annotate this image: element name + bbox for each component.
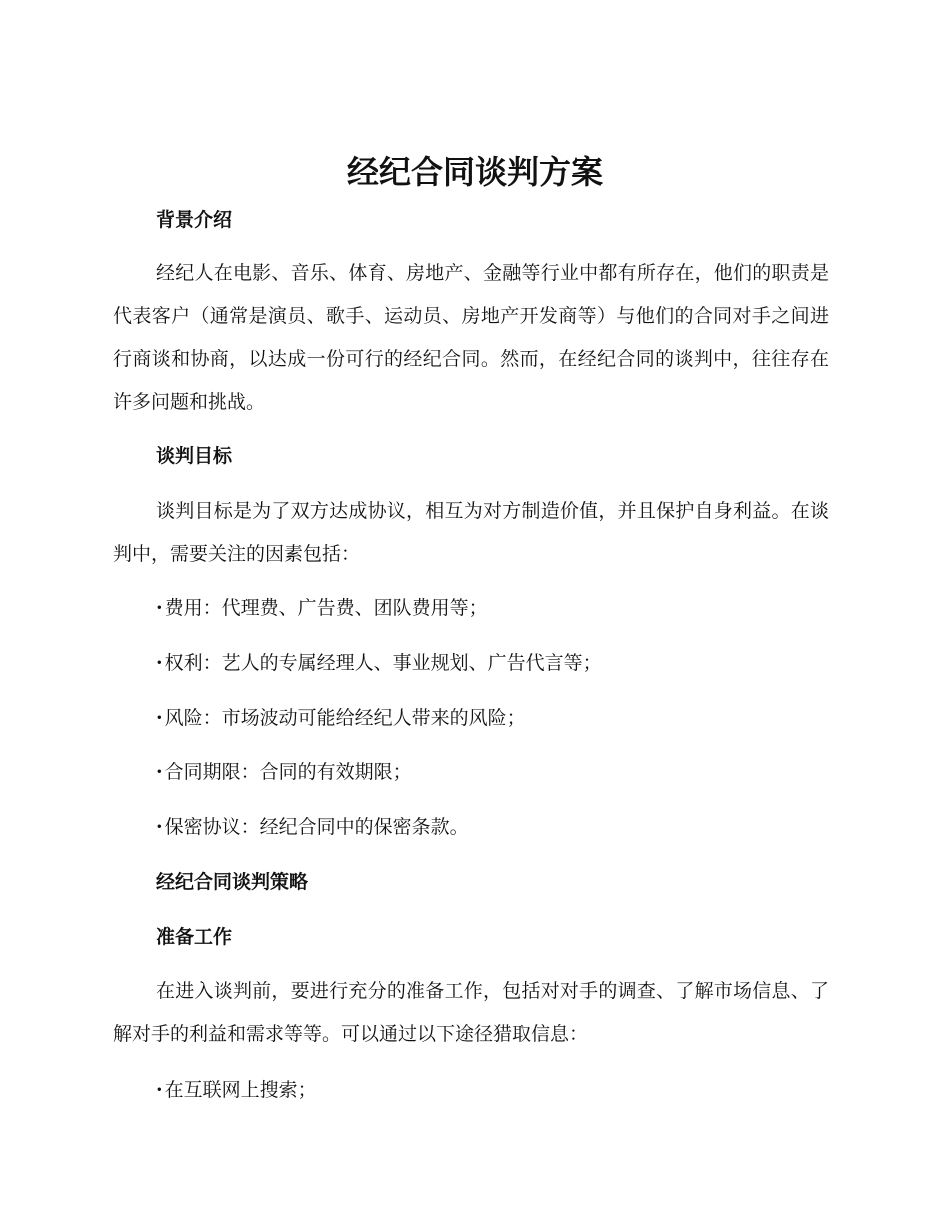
- heading-preparation: 准备工作: [156, 926, 233, 948]
- bullet-marker: ·: [156, 1079, 163, 1101]
- bullet-marker: ·: [156, 597, 163, 619]
- bullet-marker: ·: [156, 652, 163, 674]
- list-item: [156, 813, 469, 841]
- document-title: 经纪合同谈判方案: [346, 153, 603, 191]
- list-item-text: 费用：代理费、广告费、团队费用等；: [164, 597, 488, 619]
- paragraph-background: 经纪人在电影、音乐、体育、房地产、金融等行业中都有所存在，他们的职责是代表客户（通常是演员、歌手、运动员、房地产开发商等）与他们的合同对手之间进行商谈和协商，以达成一份可行的经纪合同。然而，在经纪合同的谈判中，往往存在许多问题和挑战。: [113, 262, 829, 413]
- list-item: [156, 649, 602, 677]
- list-item-text: 合同期限：合同的有效期限；: [164, 761, 412, 783]
- paragraph-preparation: 在进入谈判前，要进行充分的准备工作，包括对对手的调查、了解市场信息、了解对手的利益和需求等等。可以通过以下途径猎取信息：: [113, 980, 829, 1045]
- list-item: [156, 704, 526, 732]
- list-item-text: 在互联网上搜索；: [164, 1079, 317, 1101]
- bullet-marker: ·: [156, 761, 163, 783]
- paragraph-goals: 谈判目标是为了双方达成协议，相互为对方制造价值，并且保护自身利益。在谈判中，需要关注的因素包括：: [113, 500, 829, 565]
- heading-background: 背景介绍: [156, 209, 233, 231]
- list-item-text: 保密协议：经纪合同中的保密条款。: [164, 816, 469, 838]
- list-item-text: 风险：市场波动可能给经纪人带来的风险；: [164, 707, 526, 729]
- heading-strategy: 经纪合同谈判策略: [156, 871, 309, 893]
- list-item: [156, 594, 488, 622]
- list-item: [156, 758, 412, 786]
- bullet-marker: ·: [156, 707, 163, 729]
- list-item: [156, 1076, 317, 1104]
- list-item-text: 权利：艺人的专属经理人、事业规划、广告代言等；: [164, 652, 602, 674]
- bullet-marker: ·: [156, 816, 163, 838]
- heading-goals: 谈判目标: [156, 445, 233, 467]
